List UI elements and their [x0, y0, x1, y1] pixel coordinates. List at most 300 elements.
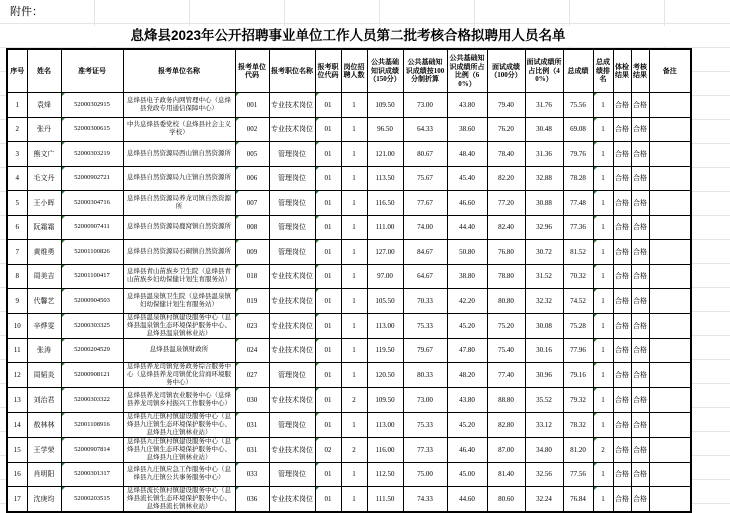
cell-rank: 1 — [593, 264, 613, 289]
cell-assessment-result: 合格 — [631, 437, 649, 462]
cell-total-score: 77.48 — [563, 191, 593, 216]
cell-unit-name: 息烽县温泉镇卫生院（息烽县温泉镇妇幼保健计划生育服务站） — [123, 289, 235, 314]
cell-interview-share-40pct: 30.16 — [525, 338, 563, 363]
cell-index: 6 — [7, 215, 27, 240]
cell-written-score: 112.50 — [367, 462, 403, 487]
cell-remark — [649, 240, 691, 265]
green-corner-marker-icon — [594, 167, 597, 170]
cell-written-score: 109.50 — [367, 388, 403, 413]
cell-written-score: 96.50 — [367, 117, 403, 142]
cell-written-score-100: 77.33 — [403, 437, 447, 462]
cell-position-code: 01 — [315, 388, 341, 413]
cell-rank: 1 — [593, 289, 613, 314]
cell-interview-share-40pct: 32.24 — [525, 487, 563, 513]
green-corner-marker-icon — [316, 314, 319, 317]
green-corner-marker-icon — [316, 118, 319, 121]
cell-remark — [649, 264, 691, 289]
cell-name: 代馨艺 — [27, 289, 61, 314]
green-corner-marker-icon — [594, 487, 597, 490]
cell-recruit-count: 1 — [341, 487, 367, 513]
cell-exam-id: 52000303325 — [61, 313, 123, 338]
cell-total-score: 77.36 — [563, 215, 593, 240]
cell-index: 4 — [7, 166, 27, 191]
cell-rank: 1 — [593, 240, 613, 265]
table-row — [7, 437, 691, 462]
cell-position-code: 01 — [315, 289, 341, 314]
green-corner-marker-icon — [316, 265, 319, 268]
cell-written-score-100: 73.00 — [403, 93, 447, 118]
cell-written-score-100: 73.00 — [403, 388, 447, 413]
cell-written-score-100: 79.67 — [403, 338, 447, 363]
green-corner-marker-icon — [62, 388, 65, 391]
cell-assessment-result: 合格 — [631, 142, 649, 167]
green-corner-marker-icon — [594, 363, 597, 366]
cell-physical-result: 合格 — [613, 289, 631, 314]
cell-rank: 1 — [593, 487, 613, 513]
cell-rank: 1 — [593, 338, 613, 363]
cell-written-score-100: 84.67 — [403, 240, 447, 265]
table-row — [7, 93, 691, 118]
cell-physical-result: 合格 — [613, 264, 631, 289]
cell-assessment-result: 合格 — [631, 313, 649, 338]
cell-physical-result: 合格 — [613, 313, 631, 338]
cell-remark — [649, 117, 691, 142]
cell-written-score-100: 75.00 — [403, 462, 447, 487]
cell-position-code: 01 — [315, 191, 341, 216]
cell-position-code: 01 — [315, 240, 341, 265]
cell-remark — [649, 388, 691, 413]
cell-written-score-100: 64.67 — [403, 264, 447, 289]
cell-written-share-60pct: 46.60 — [447, 191, 487, 216]
green-corner-marker-icon — [62, 216, 65, 219]
cell-assessment-result: 合格 — [631, 166, 649, 191]
cell-unit-name: 息烽县九庄镇村镇建设服务中心（息烽县九庄镇生态环境保护服务中心、息烽县九庄镇林业站） — [123, 412, 235, 437]
green-corner-marker-icon — [236, 363, 239, 366]
cell-interview-score: 75.40 — [487, 338, 525, 363]
cell-interview-share-40pct: 30.88 — [525, 191, 563, 216]
cell-physical-result: 合格 — [613, 363, 631, 388]
cell-assessment-result: 合格 — [631, 338, 649, 363]
cell-unit-name: 息烽县温泉镇财政所 — [123, 338, 235, 363]
table-row — [7, 412, 691, 437]
cell-written-share-60pct: 46.40 — [447, 437, 487, 462]
cell-unit-name: 息烽县自然资源局养龙司镇自然资源所 — [123, 191, 235, 216]
cell-index: 14 — [7, 412, 27, 437]
cell-name: 张丹 — [27, 117, 61, 142]
cell-unit-name: 息烽县电子政务内网管理中心（息烽县党政专用通信保障中心） — [123, 93, 235, 118]
cell-total-score: 76.84 — [563, 487, 593, 513]
cell-written-share-60pct: 45.20 — [447, 313, 487, 338]
cell-recruit-count: 1 — [341, 313, 367, 338]
cell-position-name: 管理岗位 — [269, 363, 315, 388]
cell-unit-name: 息烽县自然资源局九庄镇自然资源所 — [123, 166, 235, 191]
cell-position-code: 02 — [315, 437, 341, 462]
cell-name: 阮霜霜 — [27, 215, 61, 240]
column-header-total-score: 总成绩 — [563, 49, 593, 93]
column-header-index: 序号 — [7, 49, 27, 93]
cell-position-name: 管理岗位 — [269, 142, 315, 167]
cell-exam-id: 52000908121 — [61, 363, 123, 388]
cell-position-name: 专业技术岗位 — [269, 117, 315, 142]
green-corner-marker-icon — [594, 438, 597, 441]
green-corner-marker-icon — [62, 240, 65, 243]
cell-assessment-result: 合格 — [631, 462, 649, 487]
green-corner-marker-icon — [316, 167, 319, 170]
green-corner-marker-icon — [236, 289, 239, 292]
cell-written-score: 105.50 — [367, 289, 403, 314]
cell-remark — [649, 487, 691, 513]
cell-rank: 2 — [593, 437, 613, 462]
cell-index: 1 — [7, 93, 27, 118]
cell-unit-code: 027 — [235, 363, 269, 388]
cell-written-share-60pct: 44.40 — [447, 215, 487, 240]
cell-rank: 1 — [593, 142, 613, 167]
column-header-unit-name: 报考单位名称 — [123, 49, 235, 93]
cell-recruit-count: 2 — [341, 388, 367, 413]
cell-rank: 1 — [593, 313, 613, 338]
column-header-interview-score: 面试成绩（100分） — [487, 49, 525, 93]
cell-unit-code: 009 — [235, 240, 269, 265]
cell-remark — [649, 142, 691, 167]
cell-unit-code: 030 — [235, 388, 269, 413]
cell-name: 肖明阳 — [27, 462, 61, 487]
cell-written-share-60pct: 48.20 — [447, 363, 487, 388]
green-corner-marker-icon — [594, 142, 597, 145]
cell-unit-name: 息烽县自然资源局石硐镇自然资源所 — [123, 240, 235, 265]
green-corner-marker-icon — [236, 142, 239, 145]
cell-position-code: 01 — [315, 166, 341, 191]
cell-interview-score: 77.20 — [487, 191, 525, 216]
cell-remark — [649, 313, 691, 338]
cell-position-name: 管理岗位 — [269, 240, 315, 265]
cell-written-share-60pct: 45.20 — [447, 412, 487, 437]
green-corner-marker-icon — [236, 487, 239, 490]
green-corner-marker-icon — [316, 240, 319, 243]
cell-position-code: 01 — [315, 487, 341, 513]
cell-total-score: 79.76 — [563, 142, 593, 167]
cell-total-score: 77.96 — [563, 338, 593, 363]
recruitment-result-table — [6, 48, 692, 513]
table-row — [7, 240, 691, 265]
cell-position-name: 专业技术岗位 — [269, 338, 315, 363]
green-corner-marker-icon — [594, 463, 597, 466]
green-corner-marker-icon — [236, 388, 239, 391]
cell-position-name: 专业技术岗位 — [269, 93, 315, 118]
cell-unit-name: 息烽县自然资源局鹿窝镇自然资源所 — [123, 215, 235, 240]
green-corner-marker-icon — [62, 167, 65, 170]
cell-exam-id: 52000203515 — [61, 487, 123, 513]
table-row — [7, 215, 691, 240]
cell-interview-score: 81.40 — [487, 462, 525, 487]
page-title: 息烽县2023年公开招聘事业单位工作人员第二批考核合格拟聘用人员名单 — [6, 26, 690, 46]
green-corner-marker-icon — [62, 118, 65, 121]
table-header — [7, 49, 691, 93]
cell-index: 8 — [7, 264, 27, 289]
green-corner-marker-icon — [236, 191, 239, 194]
cell-exam-id: 52000304716 — [61, 191, 123, 216]
cell-interview-score: 79.40 — [487, 93, 525, 118]
cell-interview-share-40pct: 32.32 — [525, 289, 563, 314]
cell-remark — [649, 289, 691, 314]
cell-unit-name: 息烽县养龙司镇党务政务综合服务中心（息烽县养龙司镇优化营商环境服务中心） — [123, 363, 235, 388]
cell-written-score: 111.50 — [367, 487, 403, 513]
cell-name: 张涛 — [27, 338, 61, 363]
green-corner-marker-icon — [316, 487, 319, 490]
green-corner-marker-icon — [62, 314, 65, 317]
cell-total-score: 74.52 — [563, 289, 593, 314]
cell-unit-code: 005 — [235, 142, 269, 167]
table-row — [7, 462, 691, 487]
cell-written-score: 109.50 — [367, 93, 403, 118]
green-corner-marker-icon — [316, 363, 319, 366]
cell-position-code: 01 — [315, 313, 341, 338]
cell-written-share-60pct: 43.80 — [447, 388, 487, 413]
cell-written-score: 119.50 — [367, 338, 403, 363]
cell-rank: 1 — [593, 462, 613, 487]
cell-written-score: 116.50 — [367, 191, 403, 216]
green-corner-marker-icon — [316, 413, 319, 416]
cell-name: 周美吉 — [27, 264, 61, 289]
cell-index: 2 — [7, 117, 27, 142]
cell-position-code: 01 — [315, 264, 341, 289]
cell-interview-score: 88.80 — [487, 388, 525, 413]
cell-total-score: 75.28 — [563, 313, 593, 338]
green-corner-marker-icon — [62, 438, 65, 441]
cell-unit-name: 息烽县九庄镇应急工作服务中心（息烽县九庄镇公共事务服务中心） — [123, 462, 235, 487]
cell-written-score: 111.00 — [367, 215, 403, 240]
cell-written-score-100: 70.33 — [403, 289, 447, 314]
cell-assessment-result: 合格 — [631, 191, 649, 216]
cell-name: 王学荣 — [27, 437, 61, 462]
green-corner-marker-icon — [236, 413, 239, 416]
cell-written-score-100: 80.67 — [403, 142, 447, 167]
cell-physical-result: 合格 — [613, 437, 631, 462]
cell-recruit-count: 1 — [341, 93, 367, 118]
cell-assessment-result: 合格 — [631, 363, 649, 388]
cell-unit-name: 息烽县流长镇村镇建设服务中心（息烽县流长镇生态环境保护服务中心、息烽县流长镇林业站） — [123, 487, 235, 513]
cell-exam-id: 52000907814 — [61, 437, 123, 462]
cell-index: 9 — [7, 289, 27, 314]
green-corner-marker-icon — [594, 265, 597, 268]
cell-interview-share-40pct: 30.96 — [525, 363, 563, 388]
table-row — [7, 166, 691, 191]
cell-interview-share-40pct: 33.12 — [525, 412, 563, 437]
cell-recruit-count: 1 — [341, 215, 367, 240]
green-corner-marker-icon — [62, 339, 65, 342]
cell-rank: 1 — [593, 363, 613, 388]
cell-physical-result: 合格 — [613, 191, 631, 216]
cell-total-score: 81.52 — [563, 240, 593, 265]
green-corner-marker-icon — [316, 216, 319, 219]
cell-recruit-count: 1 — [341, 338, 367, 363]
cell-total-score: 75.56 — [563, 93, 593, 118]
cell-unit-name: 息烽县养龙司镇农业服务中心（息烽县养龙司镇乡村振兴工作服务中心） — [123, 388, 235, 413]
cell-position-code: 01 — [315, 462, 341, 487]
green-corner-marker-icon — [236, 314, 239, 317]
cell-unit-code: 006 — [235, 166, 269, 191]
table-row — [7, 264, 691, 289]
cell-name: 沈庚均 — [27, 487, 61, 513]
cell-physical-result: 合格 — [613, 462, 631, 487]
column-header-written-share-60pct: 公共基础知识成绩所占比例（60%） — [447, 49, 487, 93]
cell-recruit-count: 1 — [341, 117, 367, 142]
column-header-assessment-result: 考核结果 — [631, 49, 649, 93]
cell-recruit-count: 1 — [341, 289, 367, 314]
cell-written-score: 97.00 — [367, 264, 403, 289]
cell-name: 周韬炎 — [27, 363, 61, 388]
green-corner-marker-icon — [236, 240, 239, 243]
cell-written-score: 120.50 — [367, 363, 403, 388]
green-corner-marker-icon — [316, 191, 319, 194]
table-row — [7, 338, 691, 363]
cell-position-name: 专业技术岗位 — [269, 313, 315, 338]
cell-written-score: 113.00 — [367, 313, 403, 338]
column-header-written-score: 公共基础知识成绩（150分） — [367, 49, 403, 93]
cell-recruit-count: 1 — [341, 166, 367, 191]
cell-remark — [649, 191, 691, 216]
cell-unit-name: 息烽县自然资源局西山镇自然资源所 — [123, 142, 235, 167]
cell-name: 辛烨雯 — [27, 313, 61, 338]
cell-position-code: 01 — [315, 363, 341, 388]
green-corner-marker-icon — [62, 289, 65, 292]
green-corner-marker-icon — [236, 216, 239, 219]
green-corner-marker-icon — [594, 118, 597, 121]
cell-position-name: 管理岗位 — [269, 191, 315, 216]
cell-interview-score: 77.40 — [487, 363, 525, 388]
cell-unit-code: 024 — [235, 338, 269, 363]
cell-index: 17 — [7, 487, 27, 513]
cell-total-score: 81.20 — [563, 437, 593, 462]
green-corner-marker-icon — [594, 388, 597, 391]
cell-assessment-result: 合格 — [631, 289, 649, 314]
cell-total-score: 78.28 — [563, 166, 593, 191]
cell-position-name: 专业技术岗位 — [269, 487, 315, 513]
table-row — [7, 313, 691, 338]
cell-total-score: 70.32 — [563, 264, 593, 289]
cell-written-share-60pct: 43.80 — [447, 93, 487, 118]
cell-remark — [649, 338, 691, 363]
cell-assessment-result: 合格 — [631, 93, 649, 118]
cell-interview-score: 82.80 — [487, 412, 525, 437]
cell-position-code: 01 — [315, 93, 341, 118]
cell-written-score: 121.00 — [367, 142, 403, 167]
green-corner-marker-icon — [594, 289, 597, 292]
cell-rank: 1 — [593, 117, 613, 142]
column-header-rank: 总成绩排名 — [593, 49, 613, 93]
cell-recruit-count: 1 — [341, 264, 367, 289]
cell-interview-share-40pct: 35.52 — [525, 388, 563, 413]
cell-written-share-60pct: 47.80 — [447, 338, 487, 363]
cell-interview-share-40pct: 32.96 — [525, 215, 563, 240]
cell-interview-share-40pct: 31.76 — [525, 93, 563, 118]
cell-rank: 1 — [593, 388, 613, 413]
cell-rank: 1 — [593, 191, 613, 216]
cell-exam-id: 52000301317 — [61, 462, 123, 487]
cell-physical-result: 合格 — [613, 166, 631, 191]
table-body — [7, 93, 691, 513]
cell-name: 熊文广 — [27, 142, 61, 167]
table-row — [7, 117, 691, 142]
cell-rank: 1 — [593, 412, 613, 437]
cell-interview-share-40pct: 30.48 — [525, 117, 563, 142]
cell-unit-code: 033 — [235, 462, 269, 487]
green-corner-marker-icon — [62, 413, 65, 416]
green-corner-marker-icon — [594, 191, 597, 194]
cell-written-score: 127.00 — [367, 240, 403, 265]
green-corner-marker-icon — [316, 93, 319, 96]
cell-exam-id: 52000303219 — [61, 142, 123, 167]
cell-position-name: 专业技术岗位 — [269, 289, 315, 314]
cell-written-share-60pct: 48.40 — [447, 142, 487, 167]
cell-exam-id: 52000300615 — [61, 117, 123, 142]
table-row — [7, 289, 691, 314]
cell-interview-share-40pct: 31.36 — [525, 142, 563, 167]
column-header-recruit-count: 岗位招聘人数 — [341, 49, 367, 93]
cell-exam-id: 52000907411 — [61, 215, 123, 240]
cell-index: 7 — [7, 240, 27, 265]
green-corner-marker-icon — [316, 388, 319, 391]
cell-name: 刘治君 — [27, 388, 61, 413]
cell-total-score: 79.32 — [563, 388, 593, 413]
cell-assessment-result: 合格 — [631, 240, 649, 265]
cell-interview-share-40pct: 34.80 — [525, 437, 563, 462]
cell-position-code: 01 — [315, 117, 341, 142]
cell-name: 黄维勇 — [27, 240, 61, 265]
column-header-exam-id: 准考证号 — [61, 49, 123, 93]
cell-position-name: 专业技术岗位 — [269, 437, 315, 462]
cell-interview-score: 82.20 — [487, 166, 525, 191]
column-header-physical-result: 体检结果 — [613, 49, 631, 93]
cell-written-share-60pct: 45.40 — [447, 166, 487, 191]
table-row — [7, 191, 691, 216]
cell-name: 毛文丹 — [27, 166, 61, 191]
cell-position-code: 01 — [315, 142, 341, 167]
cell-remark — [649, 215, 691, 240]
cell-recruit-count: 1 — [341, 142, 367, 167]
green-corner-marker-icon — [62, 265, 65, 268]
column-header-unit-code: 报考单位代码 — [235, 49, 269, 93]
cell-interview-score: 75.20 — [487, 313, 525, 338]
cell-interview-score: 80.80 — [487, 289, 525, 314]
cell-written-score-100: 80.33 — [403, 363, 447, 388]
cell-total-score: 77.56 — [563, 462, 593, 487]
cell-rank: 1 — [593, 215, 613, 240]
cell-interview-score: 76.20 — [487, 117, 525, 142]
green-corner-marker-icon — [62, 93, 65, 96]
cell-physical-result: 合格 — [613, 412, 631, 437]
cell-unit-name: 息烽县九庄镇村镇建设服务中心（息烽县九庄镇生态环境保护服务中心、息烽县九庄镇林业站） — [123, 437, 235, 462]
green-corner-marker-icon — [62, 487, 65, 490]
green-corner-marker-icon — [62, 363, 65, 366]
cell-exam-id: 52000303322 — [61, 388, 123, 413]
cell-recruit-count: 1 — [341, 462, 367, 487]
cell-unit-code: 023 — [235, 313, 269, 338]
column-header-interview-share-40pct: 面试成绩所占比例（40%） — [525, 49, 563, 93]
cell-assessment-result: 合格 — [631, 264, 649, 289]
cell-physical-result: 合格 — [613, 215, 631, 240]
green-corner-marker-icon — [594, 240, 597, 243]
table-header-row — [7, 49, 691, 93]
green-corner-marker-icon — [236, 265, 239, 268]
cell-name: 王小晖 — [27, 191, 61, 216]
cell-assessment-result: 合格 — [631, 117, 649, 142]
green-corner-marker-icon — [236, 339, 239, 342]
cell-recruit-count: 1 — [341, 363, 367, 388]
cell-unit-name: 息烽县温泉镇村镇建设服务中心（息烽县温泉镇生态环境保护服务中心、息烽县温泉镇林业站） — [123, 313, 235, 338]
cell-total-score: 79.16 — [563, 363, 593, 388]
cell-name: 袁烽 — [27, 93, 61, 118]
cell-recruit-count: 1 — [341, 191, 367, 216]
